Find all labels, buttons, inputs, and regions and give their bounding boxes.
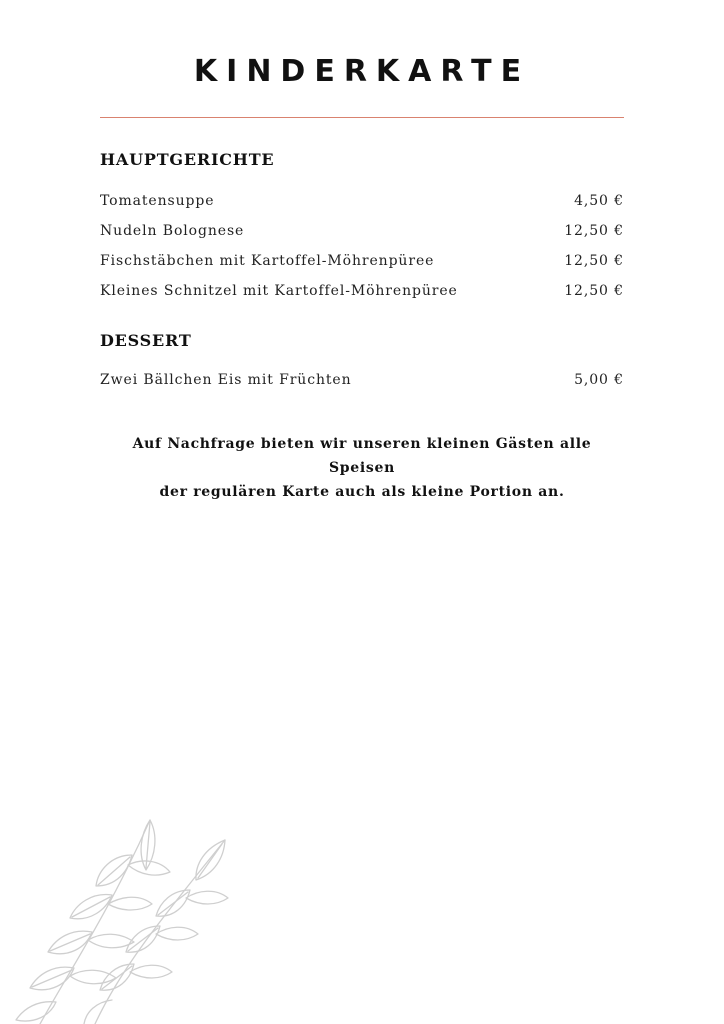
- menu-item-name: Fischstäbchen mit Kartoffel-Möhrenpüree: [100, 253, 435, 269]
- menu-item-price: 12,50 €: [564, 253, 624, 269]
- menu-item: [100, 191, 624, 211]
- page-title: KINDERKARTE: [193, 54, 531, 89]
- section-heading-dessert: DESSERT: [100, 331, 192, 350]
- menu-item-price: 12,50 €: [564, 223, 624, 239]
- menu-item-name: Nudeln Bolognese: [100, 223, 245, 239]
- title-divider: [100, 117, 624, 118]
- portion-note-line-1: Auf Nachfrage bieten wir unseren kleinen Gästen alle Speisen: [132, 436, 592, 476]
- menu-item-name: Zwei Bällchen Eis mit Früchten: [100, 372, 352, 388]
- menu-item-name: Kleines Schnitzel mit Kartoffel-Möhrenpüree: [100, 283, 458, 299]
- leaf-branch-icon: [0, 800, 240, 1024]
- menu-item: [100, 370, 624, 390]
- menu-item-price: 4,50 €: [574, 193, 624, 209]
- menu-item-price: 12,50 €: [564, 283, 624, 299]
- menu-item: [100, 251, 624, 271]
- section-heading-hauptgerichte: HAUPTGERICHTE: [100, 150, 275, 169]
- menu-item-price: 5,00 €: [574, 372, 624, 388]
- portion-note: [100, 432, 624, 504]
- portion-note-line-2: der regulären Karte auch als kleine Portion an.: [159, 484, 565, 500]
- menu-item: [100, 281, 624, 301]
- menu-item: [100, 221, 624, 241]
- menu-item-name: Tomatensuppe: [100, 193, 215, 209]
